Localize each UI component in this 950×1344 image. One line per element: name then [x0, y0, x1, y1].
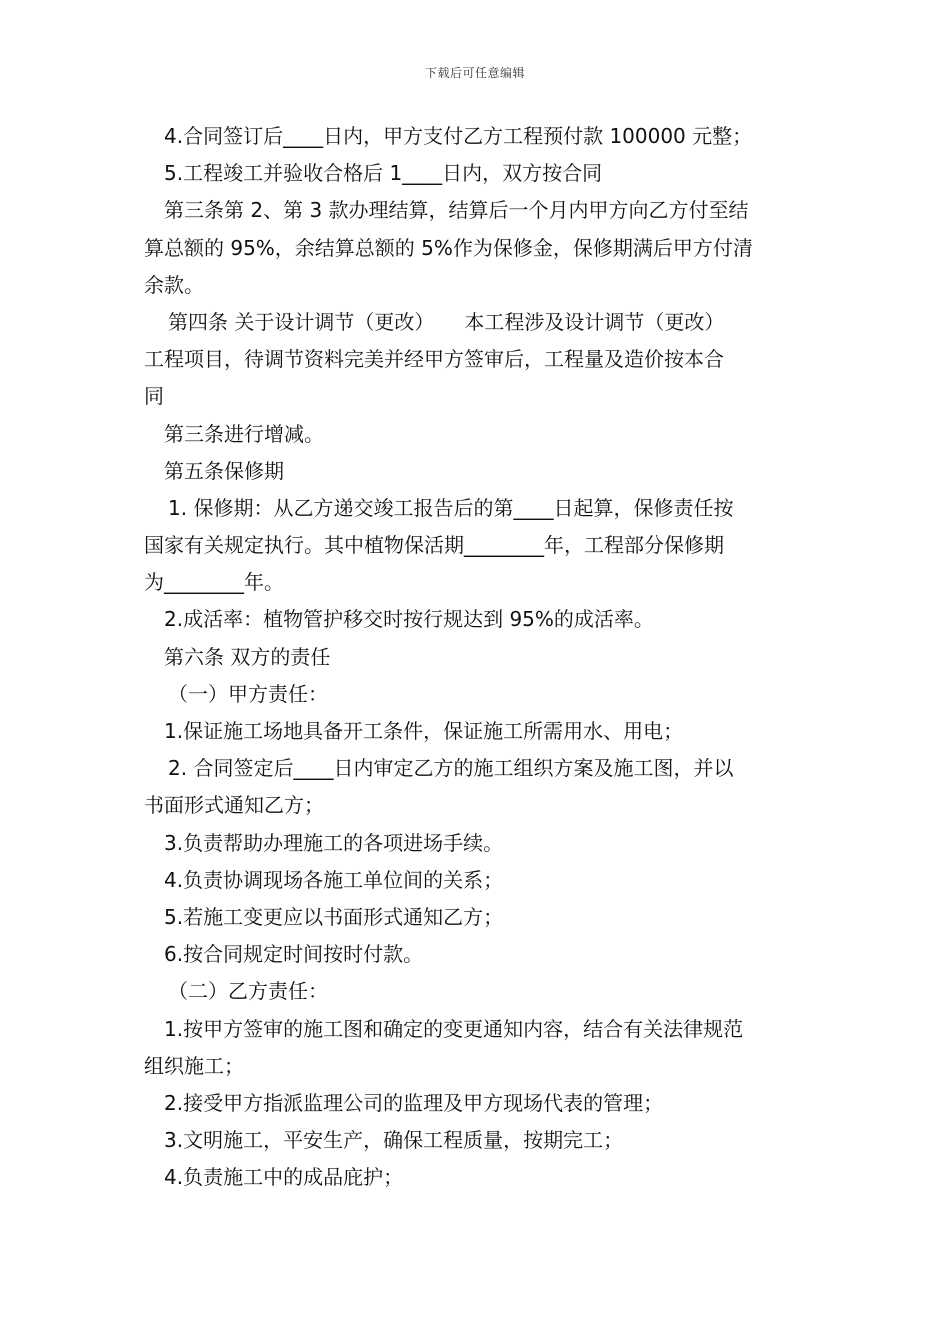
paragraph-line: 第三条进行增减。 [164, 421, 324, 446]
paragraph-line: （二）乙方责任： [168, 979, 328, 1004]
paragraph-line: 第三条第 2、第 3 款办理结算，结算后一个月内甲方向乙方付至结 [164, 198, 749, 223]
paragraph-line: 2.接受甲方指派监理公司的监理及甲方现场代表的管理； [164, 1090, 664, 1115]
page-header: 下载后可任意编辑 [424, 66, 525, 80]
paragraph-line: 第四条 关于设计调节（更改） 本工程涉及设计调节（更改） [168, 309, 725, 334]
paragraph-line: 为________年。 [144, 570, 284, 595]
paragraph-line: （一）甲方责任： [168, 681, 328, 706]
paragraph-line: 3.文明施工，平安生产，确保工程质量，按期完工； [164, 1128, 624, 1153]
paragraph-line: 书面形式通知乙方； [144, 793, 324, 818]
paragraph-line: 6.按合同规定时间按时付款。 [164, 942, 424, 967]
paragraph-line: 4.负责协调现场各施工单位间的关系； [164, 867, 504, 892]
paragraph-line: 组织施工； [144, 1053, 244, 1078]
paragraph-line: 5.工程竣工并验收合格后 1____日内，双方按合同 [164, 161, 603, 186]
paragraph-line: 同 [144, 384, 164, 409]
paragraph-line: 4.合同签订后____日内，甲方支付乙方工程预付款 100000 元整； [164, 124, 753, 148]
paragraph-line: 2. 合同签定后____日内审定乙方的施工组织方案及施工图，并以 [168, 756, 734, 781]
paragraph-line: 1.按甲方签审的施工图和确定的变更通知内容，结合有关法律规范 [164, 1016, 744, 1041]
paragraph-line: 1.保证施工场地具备开工条件，保证施工所需用水、用电； [164, 719, 684, 743]
paragraph-line: 3.负责帮助办理施工的各项进场手续。 [164, 830, 504, 855]
paragraph-line: 第五条保修期 [164, 458, 284, 483]
paragraph-line: 5.若施工变更应以书面形式通知乙方； [164, 904, 504, 929]
document-body [144, 118, 809, 1196]
paragraph-line: 工程项目，待调节资料完美并经甲方签审后，工程量及造价按本合 [144, 347, 724, 372]
paragraph-line: 算总额的 95%，余结算总额的 5%作为保修金，保修期满后甲方付清 [144, 235, 753, 260]
paragraph-line: 2.成活率：植物管护移交时按行规达到 95%的成活率。 [164, 607, 654, 632]
paragraph-line: 4.负责施工中的成品庇护； [164, 1165, 404, 1190]
paragraph-line: 余款。 [144, 272, 204, 297]
paragraph-line: 第六条 双方的责任 [164, 644, 331, 669]
paragraph-line: 1. 保修期：从乙方递交竣工报告后的第____日起算，保修责任按 [168, 495, 734, 520]
paragraph-line: 国家有关规定执行。其中植物保活期________年，工程部分保修期 [144, 533, 724, 558]
